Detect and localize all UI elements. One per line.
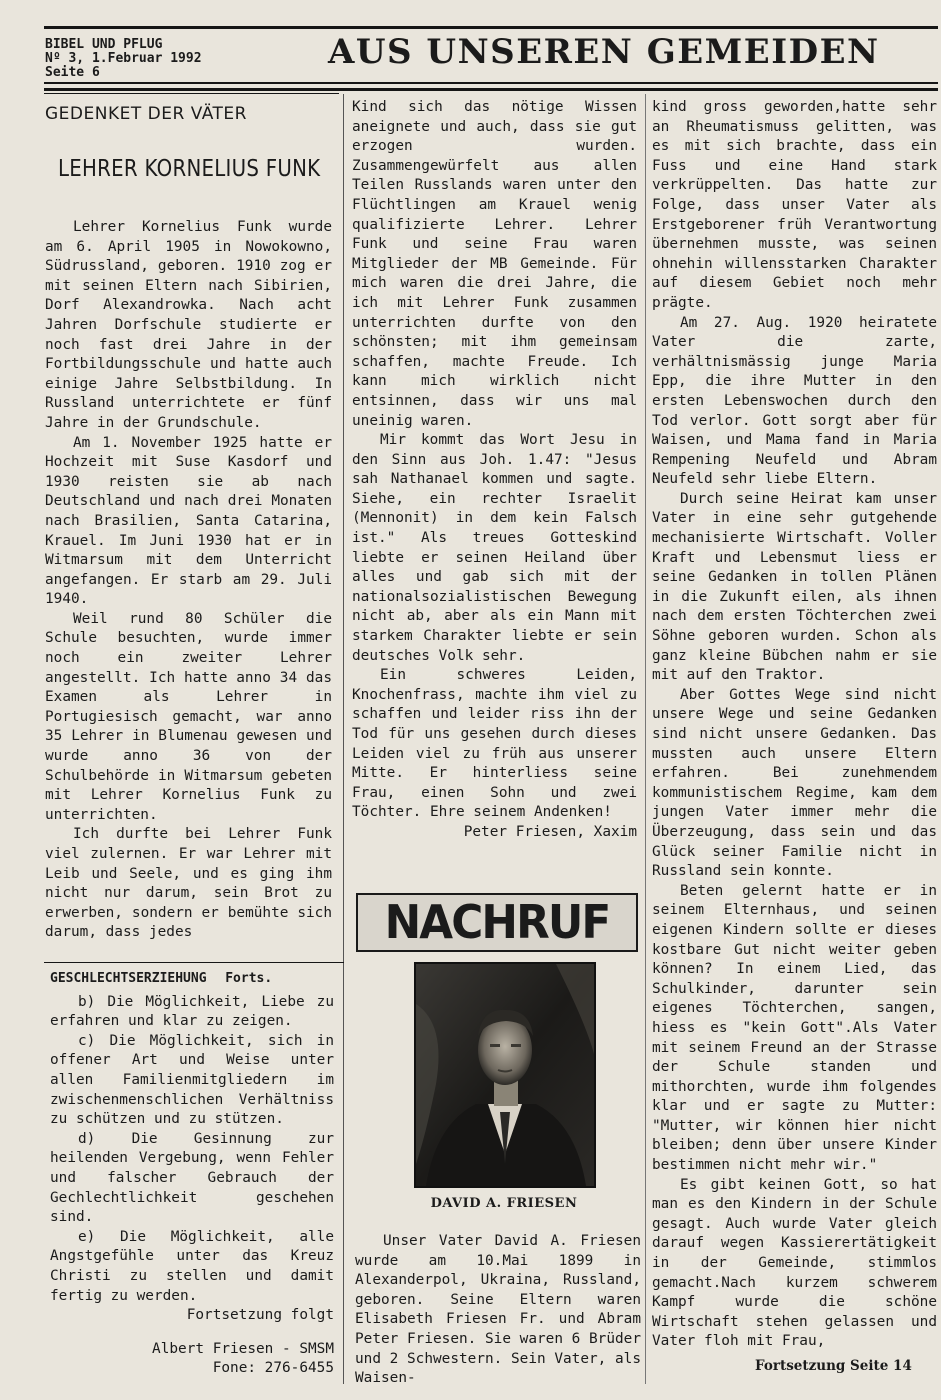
column-divider: [343, 94, 344, 1384]
photo-caption: DAVID A. FRIESEN: [430, 1196, 578, 1211]
obituary-intro-column: [355, 1232, 641, 1389]
article-signature: Peter Friesen, Xaxim: [463, 823, 637, 840]
paragraph: kind gross geworden,hatte sehr an Rheumatismuss gelitten, was es mit sich brachte, dass ein Fuss und eine Hand stark verkrüppelten. Das hatte zur Folge, dass unser Vater als Erstgeborener früh Verantwortung übernehmen musste, was seinen ohnehin willensstarken Charakter auf diesem Gebiet noch mehr prägte.: [652, 99, 937, 311]
paragraph: Unser Vater David A. Friesen wurde am 10.Mai 1899 in Alexanderpol, Ukraina, Russland, geboren. Seine Eltern waren Elisabeth Friesen Fr. und Abram Peter Friesen. Sie waren 6 Brüder und 2 Schwestern. Sein Vater, als Waisen-: [355, 1233, 641, 1387]
article-column-1: [45, 218, 332, 943]
article-column-2: [352, 98, 637, 843]
masthead-issue-info: [45, 38, 202, 80]
box-divider: [44, 962, 344, 963]
obituary-column-3: [652, 98, 937, 1352]
paragraph: Mir kommt das Wort Jesu in den Sinn aus Joh. 1.47: "Jesus sah Nathanael kommen und sagte. Siehe, ein rechter Israelit (Mennonit) in dem kein Falsch ist." Als treues Gotteskind liebte er seinen Heiland über alles und gab sich mit der nationalsozialistischen Bewegung nicht ab, aber als ein Mann mit starkem Charakter liebte er sein deutsches Volk sehr.: [352, 432, 637, 664]
paragraph: Am 27. Aug. 1920 heiratete Vater die zarte, verhältnismässig junge Maria Epp, die ihre Mutter in den ersten Lebenswochen durch den Tod verlor. Gott sorgt aber für Waisen, und Mama fand in Maria Rempening Neufeld und Abram Neufeld sehr liebe Eltern.: [652, 314, 937, 488]
obituary-banner-text: NACHRUF: [384, 895, 610, 949]
paragraph: Ich durfte bei Lehrer Funk viel zulernen. Er war Lehrer mit Leib und Seele, und es ging ihm nicht nur darum, sein Brot zu erwerben, sondern er bemühte sich darum, dass jedes: [45, 826, 332, 941]
article-headline: LEHRER KORNELIUS FUNK: [58, 156, 321, 182]
page-number: Seite 6: [45, 65, 100, 80]
masthead-bottom-rule-2: [44, 88, 938, 91]
list-item: e) Die Möglichkeit, alle Angstgefühle unter das Kreuz Christi zu stellen und damit fertig zu werden.: [50, 1228, 334, 1304]
paragraph: Kind sich das nötige Wissen aneignete und auch, dass sie gut erzogen wurden. Zusammengewürfelt aus allen Teilen Russlands waren unter den Flüchtlingen am Krauel wenig qualifizierte Lehrer. Lehrer Funk und seine Frau waren Mitglieder der MB Gemeinde. Für mich waren die drei Jahre, die ich mit Lehrer Funk zusammen unterrichten durfte von den schönsten; mit ihm gemeinsam schaffen, machte Freude. Ich kann mich wirklich nicht entsinnen, dass wir uns mal uneinig waren.: [352, 99, 637, 429]
kicker-underline: [44, 93, 339, 94]
paragraph: Ein schweres Leiden, Knochenfrass, machte ihm viel zu schaffen und leider riss ihn der Tod für uns gesehen durch dieses Leiden viel zu früh aus unserer Mitte. Er hinterliess seine Frau, einen Sohn und zwei Töchter. Ehre seinem Andenken!: [352, 667, 637, 821]
sex-education-column: [50, 969, 334, 1379]
article-head: GESCHLECHTSERZIEHUNG: [50, 971, 207, 986]
paragraph: Aber Gottes Wege sind nicht unsere Wege und seine Gedanken sind nicht unsere Gedanken. Das mussten auch unsere Eltern erfahren. Bei zunehmendem kommunistischem Regime, kam dem jungen Vater immer mehr die Überzeugung, dass sein und das Glück seiner Familie nicht in Russland sein konnte.: [652, 686, 937, 880]
list-item: d) Die Gesinnung zur heilenden Vergebung, wenn Fehler und falscher Gebrauch der Gechlechtlichkeit geschehen sind.: [50, 1130, 334, 1226]
paragraph: Durch seine Heirat kam unser Vater in eine sehr gutgehende mechanisierte Wirtschaft. Voller Kraft und Lebensmut liess er seine Gedanken in tollen Plänen in die Zukunft eilen, als ihnen nach dem ersten Töchterchen zwei Söhne geboren wurden. Schon als ganz kleine Bübchen nahm er sie mit auf den Traktor.: [652, 490, 937, 684]
paragraph: Beten gelernt hatte er in seinem Elternhaus, und seinen eigenen Kindern sollte er dieses kostbare Gut nicht weiter geben können? In einem Lied, das Schulkinder, darunter sein eigenes Töchterchen, sangen, hiess es "kein Gott".Als Vater mit seinem Freund an der Strasse der Schule standen und mithorchten, wurde ihm folgendes klar und er sagte zu Mutter: "Mutter, wir können hier nicht bleiben; denn über unsere Kinder bestimmen nicht mehr wir.": [652, 882, 937, 1174]
masthead-top-rule: [44, 26, 938, 29]
portrait-photo-image: [416, 964, 594, 1186]
continued-on-page: Fortsetzung Seite 14: [755, 1358, 912, 1374]
portrait-photo: [414, 962, 596, 1188]
column-divider: [645, 94, 646, 1384]
article-kicker: GEDENKET DER VÄTER: [45, 104, 247, 124]
paragraph: Lehrer Kornelius Funk wurde am 6. April 1905 in Nowokowno, Südrussland, geboren. 1910 zog er mit seinen Eltern nach Sibirien, Dorf Alexandrowka. Nach acht Jahren Dorfschule studierte er noch fast drei Jahre in der Fortbildungsschule und hatte auch einige Jahre Selbstbildung. In Russland unterrichtete er fünf Jahre in der Grundschule.: [45, 219, 332, 431]
issue-date: Nº 3, 1.Februar 1992: [45, 51, 202, 66]
author-line: Albert Friesen - SMSM: [152, 1340, 334, 1357]
list-item: b) Die Möglichkeit, Liebe zu erfahren und klar zu zeigen.: [50, 993, 334, 1030]
section-title: AUS UNSEREN GEMEIDEN: [328, 32, 880, 72]
continued-note: Fortsetzung folgt: [186, 1307, 334, 1324]
paragraph: Es gibt keinen Gott, so hat man es den Kindern in der Schule gesagt. Auch wurde Vater gleich darauf wegen Kassierertätigkeit in der Gemeinde, stimmlos gemacht.Nach kurzem schwerem Kampf wurde die schöne Wirtschaft stehen gelassen und Vater floh mit Frau,: [652, 1176, 937, 1350]
list-item: c) Die Möglichkeit, sich in offener Art und Weise unter allen Familienmitgliedern im zwischenmenschlichen Verhältniss zu schützen und zu stützen.: [50, 1032, 334, 1128]
obituary-banner: [356, 893, 638, 952]
masthead-bottom-rule: [44, 82, 938, 84]
paragraph: Am 1. November 1925 hatte er Hochzeit mit Suse Kasdorf und 1930 reisten sie ab nach Deutschland und nach drei Monaten nach Brasilien, Santa Catarina, Krauel. Im Juni 1930 hat er in Witmarsum mit dem Unterricht angefangen. Er starb am 29. Juli 1940.: [45, 434, 332, 608]
article-header: [50, 969, 334, 989]
paragraph: Weil rund 80 Schüler die Schule besuchten, wurde immer noch ein zweiter Lehrer angestellt. Ich hatte anno 34 das Examen als Lehrer in Portugiesisch gemacht, war anno 35 Lehrer in Blumenau gewesen und wurde anno 36 von der Schulbehörde in Witmarsum gebeten mit Lehrer Kornelius Funk zu unterrichten.: [45, 610, 332, 823]
article-head-suffix: Forts.: [225, 971, 273, 986]
phone-line: Fone: 276-6455: [212, 1360, 334, 1377]
publication-name: BIBEL UND PFLUG: [45, 37, 163, 52]
